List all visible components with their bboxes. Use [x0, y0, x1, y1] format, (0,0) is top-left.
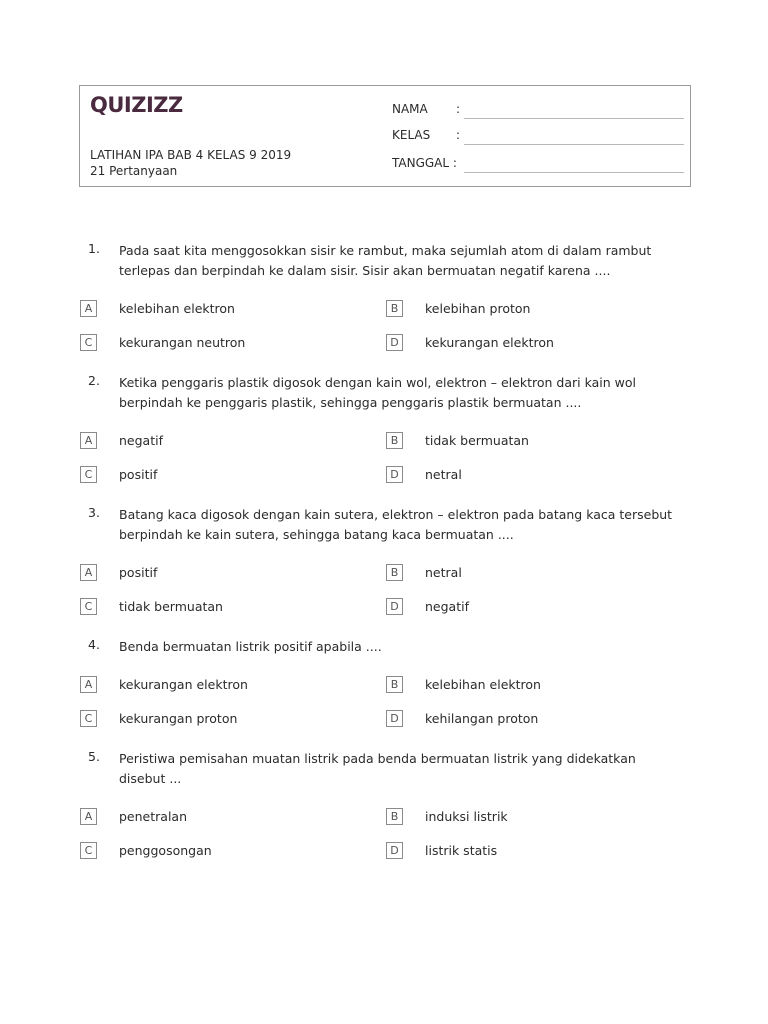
- option-text: tidak bermuatan: [119, 599, 223, 614]
- option-text: induksi listrik: [425, 809, 508, 824]
- option-text: listrik statis: [425, 843, 498, 858]
- option-letter: C: [80, 842, 97, 859]
- name-label: NAMA: [392, 102, 428, 116]
- option-letter: A: [80, 432, 97, 449]
- option-text: netral: [425, 467, 462, 482]
- question-number: 3.: [88, 505, 100, 520]
- option-letter: A: [80, 300, 97, 317]
- class-field[interactable]: [392, 128, 684, 148]
- option-letter: A: [80, 676, 97, 693]
- option-letter: B: [386, 808, 403, 825]
- option-text: penetralan: [119, 809, 187, 824]
- class-label: KELAS: [392, 128, 431, 142]
- question-text: Ketika penggaris plastik digosok dengan kain wol, elektron – elektron dari kain wol berpindah ke penggaris plastik, sehingga penggaris plastik bermuatan ....: [119, 375, 636, 410]
- option-text: kelebihan elektron: [119, 301, 235, 316]
- option-letter: C: [80, 466, 97, 483]
- option-text: negatif: [119, 433, 163, 448]
- name-field[interactable]: [392, 102, 684, 122]
- question-text: Pada saat kita menggosokkan sisir ke rambut, maka sejumlah atom di dalam rambut terlepas dan berpindah ke dalam sisir. Sisir akan bermuatan negatif karena ....: [119, 243, 652, 278]
- question-number: 2.: [88, 373, 100, 388]
- option-text: kekurangan elektron: [119, 677, 248, 692]
- question-count: 21 Pertanyaan: [90, 164, 178, 178]
- name-colon: :: [456, 102, 461, 116]
- option-text: negatif: [425, 599, 469, 614]
- question-text: Peristiwa pemisahan muatan listrik pada benda bermuatan listrik yang didekatkan disebut ...: [119, 751, 636, 786]
- option-letter: B: [386, 564, 403, 581]
- question-number: 4.: [88, 637, 100, 652]
- worksheet-header: [79, 85, 691, 187]
- option-letter: C: [80, 710, 97, 727]
- option-letter: B: [386, 300, 403, 317]
- option-letter: A: [80, 564, 97, 581]
- option-letter: D: [386, 334, 403, 351]
- option-text: kekurangan proton: [119, 711, 238, 726]
- option-text: kekurangan neutron: [119, 335, 246, 350]
- option-text: positif: [119, 565, 158, 580]
- name-line[interactable]: [464, 118, 684, 119]
- question-text: Batang kaca digosok dengan kain sutera, elektron – elektron pada batang kaca tersebut berpindah ke kain sutera, sehingga batang kaca bermuatan ....: [119, 507, 673, 542]
- option-letter: D: [386, 598, 403, 615]
- option-text: kelebihan proton: [425, 301, 531, 316]
- option-letter: C: [80, 598, 97, 615]
- class-colon: :: [456, 128, 461, 142]
- question-text: Benda bermuatan listrik positif apabila ....: [119, 639, 382, 654]
- option-text: kehilangan proton: [425, 711, 539, 726]
- option-letter: D: [386, 710, 403, 727]
- question-number: 5.: [88, 749, 100, 764]
- option-text: tidak bermuatan: [425, 433, 529, 448]
- quizizz-logo: QUIZIZZ: [90, 93, 183, 117]
- option-text: kelebihan elektron: [425, 677, 541, 692]
- option-text: kekurangan elektron: [425, 335, 554, 350]
- option-letter: D: [386, 466, 403, 483]
- date-line[interactable]: [464, 172, 684, 173]
- option-text: positif: [119, 467, 158, 482]
- quiz-title: LATIHAN IPA BAB 4 KELAS 9 2019: [90, 148, 292, 162]
- date-field[interactable]: [392, 156, 684, 176]
- option-letter: B: [386, 676, 403, 693]
- class-line[interactable]: [464, 144, 684, 145]
- option-text: penggosongan: [119, 843, 212, 858]
- option-letter: A: [80, 808, 97, 825]
- date-label: TANGGAL :: [392, 156, 457, 170]
- option-letter: B: [386, 432, 403, 449]
- option-letter: D: [386, 842, 403, 859]
- option-letter: C: [80, 334, 97, 351]
- question-number: 1.: [88, 241, 100, 256]
- option-text: netral: [425, 565, 462, 580]
